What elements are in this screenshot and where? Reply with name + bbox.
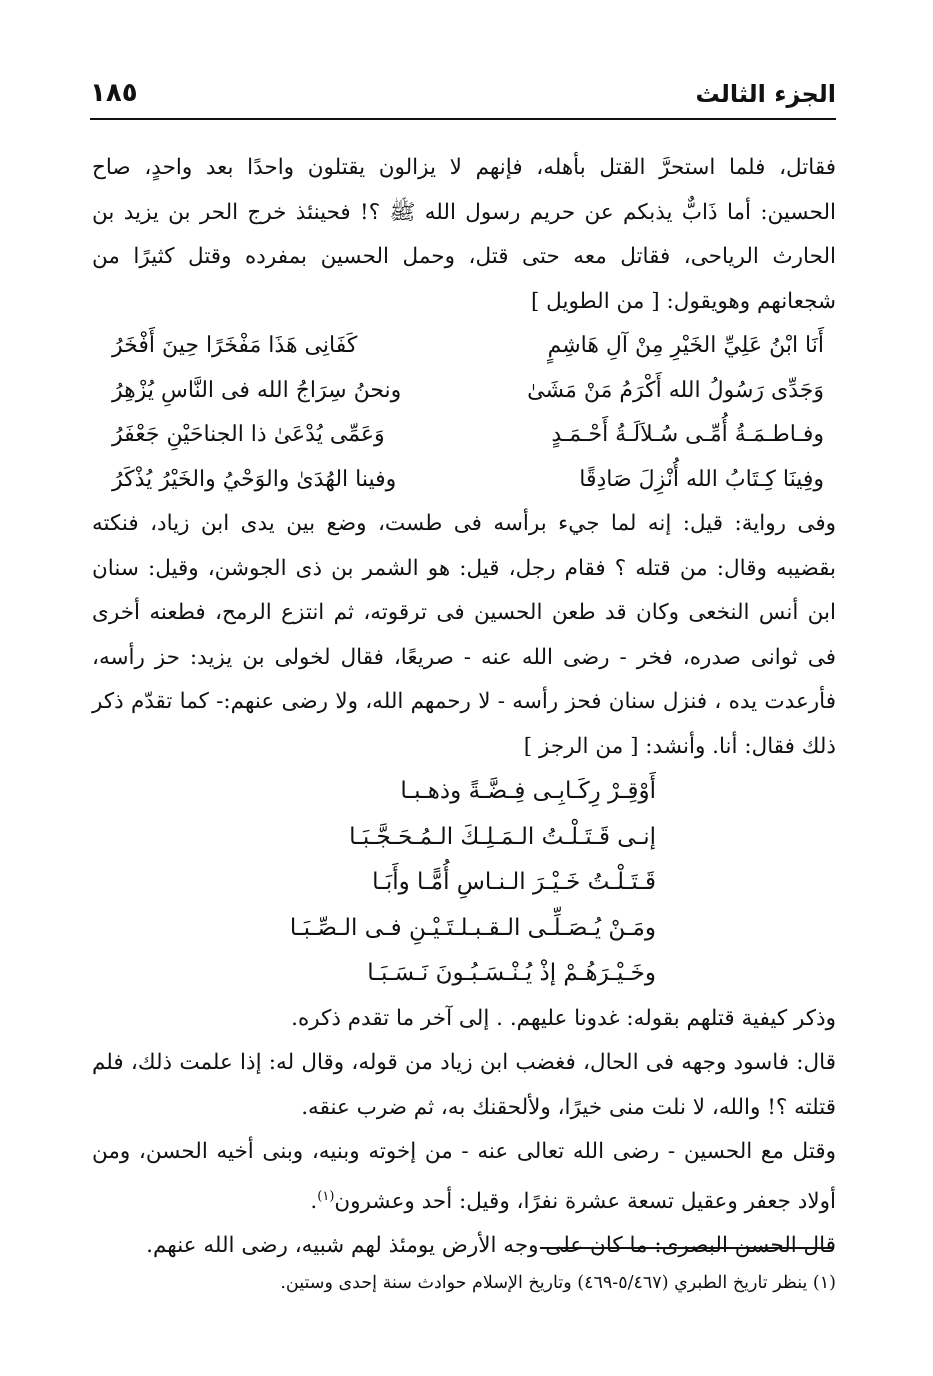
verse-first-hemistich: وفـاطـمَـةُ أُمِّـى سُـلاَلَـةُ أَحْـمَـدٍ xyxy=(551,422,824,447)
footnote-separator xyxy=(540,1247,833,1249)
verse-line xyxy=(92,458,836,503)
main-text xyxy=(92,146,836,1269)
footnote: (١) ينظر تاريخ الطبري (٥/٤٦٧-٤٦٩) وتاريخ الإسلام حوادث سنة إحدى وستين. xyxy=(280,1273,836,1293)
poem-rajaz xyxy=(92,769,836,997)
paragraph: وفى رواية: قيل: إنه لما جيء برأسه فى طست، وضع بين يدى ابن زياد، فنكته بقضيبه وقال: من قتله ؟ فقام رجل، قيل: هو الشمر بن ذى الجوشن، وقيل: سنان ابن أنس النخعى وكان قد طعن الحسين فى ترقوته، ثم انتزع الرمح، فطعنه أخرى فى ثوانى صدره، فخر - رضى الله عنه - صريعًا، فقال لخولى بن يزيد: حز رأسه، فأرعدت يده ، فنزل سنان فحز رأسه - لا رحمهم الله، ولا رضى عنهم:- كما تقدّم ذكر ذلك فقال: أنا. وأنشد: [ من الرجز ] xyxy=(92,511,836,759)
paragraph: فقاتل، فلما استحرَّ القتل بأهله، فإنهم لا يزالون يقتلون واحدًا بعد واحدٍ، صاح الحسين: أما ذَابٌّ يذبكم عن حريم رسول الله ﷺ ؟! فحينئذ خرج الحر بن يزيد بن الحارث الرياحى، فقاتل معه حتى قتل، وحمل الحسين بمفرده وقتل كثيرًا من شجعانهم وهويقول: [ من الطويل ] xyxy=(92,155,836,314)
verse-first-hemistich: وفِينَا كِـتَابُ الله أُنْزِلَ صَادِقًا xyxy=(579,466,824,492)
page-number: ١٨٥ xyxy=(90,78,138,108)
verse-line xyxy=(92,369,836,414)
verse-first-hemistich: وَجَدِّى رَسُولُ الله أَكْرَمُ مَنْ مَشَىٰ xyxy=(527,377,824,403)
paragraph: قال: فاسود وجهه فى الحال، فغضب ابن زياد من قوله، وقال له: إذا علمت ذلك، فلم قتلته ؟! والله، لا نلت منى خيرًا، ولألحقنك به، ثم ضرب عنقه. xyxy=(92,1050,836,1120)
page-header xyxy=(90,76,836,120)
rajaz-line: وخَـيْـرَهُـمْ إذْ يُـنْـسَـبُـونَ نَـسَـبَـا xyxy=(367,960,656,986)
rajaz-line: قَـتَـلْـتُ خَـيْـرَ الـنـاسِ أُمًّـا وأَبَـا xyxy=(372,869,656,895)
paragraph-text: وقتل مع الحسين - رضى الله تعالى عنه - من إخوته وبنيه، وبنى أخيه الحسن، ومن أولاد جعفر وعقيل تسعة عشرة نفرًا، وقيل: أحد وعشرون xyxy=(92,1139,836,1214)
poem-tawil xyxy=(92,324,836,502)
verse-line xyxy=(92,413,836,458)
verse-second-hemistich: وفينا الهُدَىٰ والوَحْيُ والخَيْرُ يُذْكَرُ xyxy=(112,466,397,492)
verse-first-hemistich: أَنَا ابْنُ عَلِيِّ الخَيْرِ مِنْ آلِ هَاشِمٍ xyxy=(547,333,824,358)
paragraph xyxy=(92,1130,836,1224)
verse-second-hemistich: كَفَانِى هَذَا مَفْخَرًا حِينَ أَفْخَرُ xyxy=(112,333,358,358)
rajaz-line: أَوْقِـرْ رِكَـابِـى فِـضَّـةً وذهـبـا xyxy=(400,778,656,804)
paragraph: وذكر كيفية قتلهم بقوله: غدونا عليهم. . إلى آخر ما تقدم ذكره. xyxy=(291,1005,836,1031)
verse-line xyxy=(92,324,836,369)
paragraph-end: . xyxy=(310,1188,318,1214)
footnote-marker[interactable]: (١) xyxy=(317,1188,335,1204)
paragraph: قال الحسن البصرى: ما كان على وجه الأرض يومئذ لهم شبيه، رضى الله عنهم. xyxy=(146,1233,836,1259)
verse-second-hemistich: ونحنُ سِرَاجُ الله فى النَّاسِ يُزْهِرُ xyxy=(112,377,402,403)
rajaz-line: ومَـنْ يُـصَـلِّـى الـقـبـلـتَـيْـنِ فـى الـصِّـبَـا xyxy=(289,914,656,941)
running-title: الجزء الثالث xyxy=(695,80,836,108)
rajaz-line: إنـى قَـتَـلْـتُ الـمَـلِـكَ الـمُـحَـجَّـبَـا xyxy=(349,823,656,850)
verse-second-hemistich: وَعَمِّى يُدْعَىٰ ذا الجناحَيْنِ جَعْفَرُ xyxy=(112,422,385,447)
